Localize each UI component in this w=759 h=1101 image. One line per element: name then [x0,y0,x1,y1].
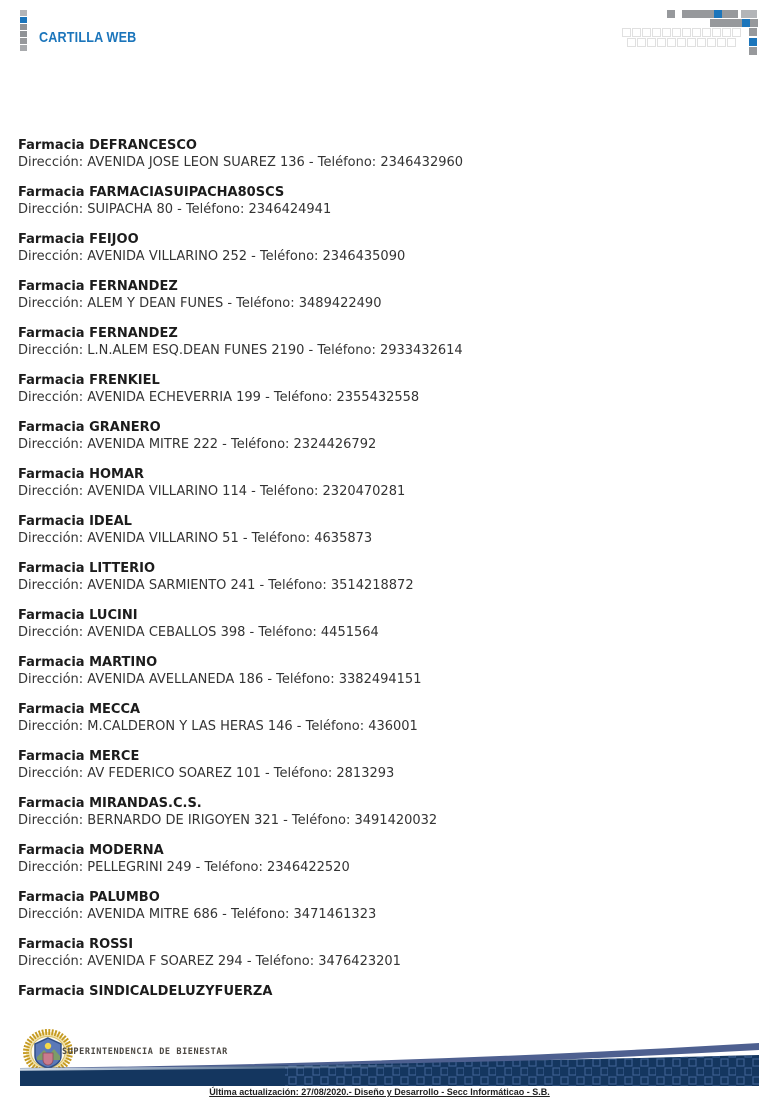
pharmacy-name: Farmacia LITTERIO [18,561,156,576]
mosaic-square [622,28,631,37]
pharmacy-entry [18,607,738,642]
pharmacy-entry [18,889,738,924]
pharmacy-entry [18,466,738,501]
mosaic-square [702,28,711,37]
mosaic-square [662,28,671,37]
mosaic-square [722,28,731,37]
mosaic-square [749,10,757,18]
mosaic-square [682,10,690,18]
mosaic-square [672,28,681,37]
pharmacy-entry [18,701,738,736]
pharmacy-details: Dirección: AVENIDA VILLARINO 51 - Teléfono: 4635873 [18,531,373,546]
pharmacy-name: Farmacia MERCE [18,749,140,764]
mosaic-square [730,10,738,18]
pharmacy-name: Farmacia MODERNA [18,843,164,858]
mosaic-square [687,38,696,47]
mosaic-square [741,10,749,18]
pharmacy-list [18,137,738,1012]
pharmacy-entry [18,560,738,595]
pharmacy-entry [18,983,738,1000]
pharmacy-details: Dirección: AVENIDA SARMIENTO 241 - Teléfono: 3514218872 [18,578,414,593]
mosaic-square [652,28,661,37]
pharmacy-details: Dirección: BERNARDO DE IRIGOYEN 321 - Teléfono: 3491420032 [18,813,438,828]
pharmacy-entry [18,278,738,313]
pharmacy-details: Dirección: AVENIDA CEBALLOS 398 - Teléfono: 4451564 [18,625,379,640]
mosaic-square [642,28,651,37]
mosaic-square [698,10,706,18]
pharmacy-details: Dirección: AVENIDA VILLARINO 252 - Teléfono: 2346435090 [18,249,406,264]
pharmacy-name: Farmacia MIRANDAS.C.S. [18,796,202,811]
pharmacy-entry [18,654,738,689]
footer-swoosh [0,1040,759,1091]
mosaic-square [632,28,641,37]
brand-title: CARTILLA WEB [39,28,137,46]
pharmacy-entry [18,325,738,360]
pharmacy-details: Dirección: AVENIDA AVELLANEDA 186 - Teléfono: 3382494151 [18,672,422,687]
pharmacy-details: Dirección: AVENIDA VILLARINO 114 - Teléfono: 2320470281 [18,484,406,499]
mosaic-square [682,28,691,37]
pharmacy-details: Dirección: AVENIDA F SOAREZ 294 - Teléfono: 3476423201 [18,954,401,969]
mosaic-square [727,38,736,47]
pharmacy-entry [18,419,738,454]
mosaic-square [667,10,675,18]
pharmacy-entry [18,795,738,830]
mosaic-square [726,19,734,27]
pharmacy-name: Farmacia HOMAR [18,467,145,482]
pharmacy-details: Dirección: SUIPACHA 80 - Teléfono: 2346424941 [18,202,332,217]
pharmacy-name: Farmacia FARMACIASUIPACHA80SCS [18,185,285,200]
pharmacy-entry [18,372,738,407]
pharmacy-entry [18,842,738,877]
mosaic-square [749,28,757,36]
pharmacy-entry [18,513,738,548]
footer [0,1025,759,1101]
pharmacy-details: Dirección: M.CALDERON Y LAS HERAS 146 - Teléfono: 436001 [18,719,418,734]
mosaic-square [717,38,726,47]
cartilla-web-logo[interactable] [20,10,155,52]
pharmacy-entry [18,184,738,219]
pharmacy-entry [18,936,738,971]
pharmacy-name: Farmacia IDEAL [18,514,132,529]
mosaic-square [722,10,730,18]
pharmacy-name: Farmacia ROSSI [18,937,134,952]
header [0,0,759,62]
mosaic-square [734,19,742,27]
pharmacy-name: Farmacia DEFRANCESCO [18,138,197,153]
last-update-line: Última actualización: 27/08/2020.- Diseño y Desarrollo - Secc Informáticao - S.B. [209,1087,550,1097]
pharmacy-name: Farmacia PALUMBO [18,890,160,905]
pharmacy-name: Farmacia FERNANDEZ [18,326,178,341]
mosaic-square [657,38,666,47]
pharmacy-name: Farmacia LUCINI [18,608,138,623]
mosaic-square [710,19,718,27]
pharmacy-name: Farmacia GRANERO [18,420,161,435]
mosaic-square [750,19,758,27]
mosaic-square [637,38,646,47]
pharmacy-details: Dirección: AV FEDERICO SOAREZ 101 - Teléfono: 2813293 [18,766,395,781]
mosaic-square [627,38,636,47]
mosaic-decoration [615,8,759,56]
mosaic-square [714,10,722,18]
pharmacy-name: Farmacia MECCA [18,702,141,717]
stacked-squares-icon [20,10,28,52]
org-name: SUPERINTENDENCIA DE BIENESTAR [62,1047,228,1057]
mosaic-square [647,38,656,47]
pharmacy-name: Farmacia FRENKIEL [18,373,160,388]
pharmacy-name: Farmacia FEIJOO [18,232,139,247]
mosaic-square [718,19,726,27]
mosaic-square [749,38,757,46]
pharmacy-details: Dirección: AVENIDA ECHEVERRIA 199 - Teléfono: 2355432558 [18,390,420,405]
pharmacy-entry [18,231,738,266]
pharmacy-entry [18,748,738,783]
mosaic-square [697,38,706,47]
pharmacy-details: Dirección: ALEM Y DEAN FUNES - Teléfono: 3489422490 [18,296,382,311]
mosaic-square [706,10,714,18]
pharmacy-details: Dirección: AVENIDA MITRE 222 - Teléfono: 2324426792 [18,437,377,452]
mosaic-square [732,28,741,37]
mosaic-square [667,38,676,47]
pharmacy-entry [18,137,738,172]
pharmacy-details: Dirección: PELLEGRINI 249 - Teléfono: 2346422520 [18,860,350,875]
pharmacy-details: Dirección: AVENIDA JOSE LEON SUAREZ 136 - Teléfono: 2346432960 [18,155,464,170]
mosaic-square [742,19,750,27]
mosaic-square [692,28,701,37]
pharmacy-name: Farmacia FERNANDEZ [18,279,178,294]
mosaic-square [749,47,757,55]
mosaic-square [707,38,716,47]
pharmacy-details: Dirección: AVENIDA MITRE 686 - Teléfono: 3471461323 [18,907,377,922]
mosaic-square [712,28,721,37]
pharmacy-name: Farmacia MARTINO [18,655,158,670]
mosaic-square [690,10,698,18]
mosaic-square [677,38,686,47]
pharmacy-name: Farmacia SINDICALDELUZYFUERZA [18,984,273,999]
pharmacy-details: Dirección: L.N.ALEM ESQ.DEAN FUNES 2190 - Teléfono: 2933432614 [18,343,463,358]
